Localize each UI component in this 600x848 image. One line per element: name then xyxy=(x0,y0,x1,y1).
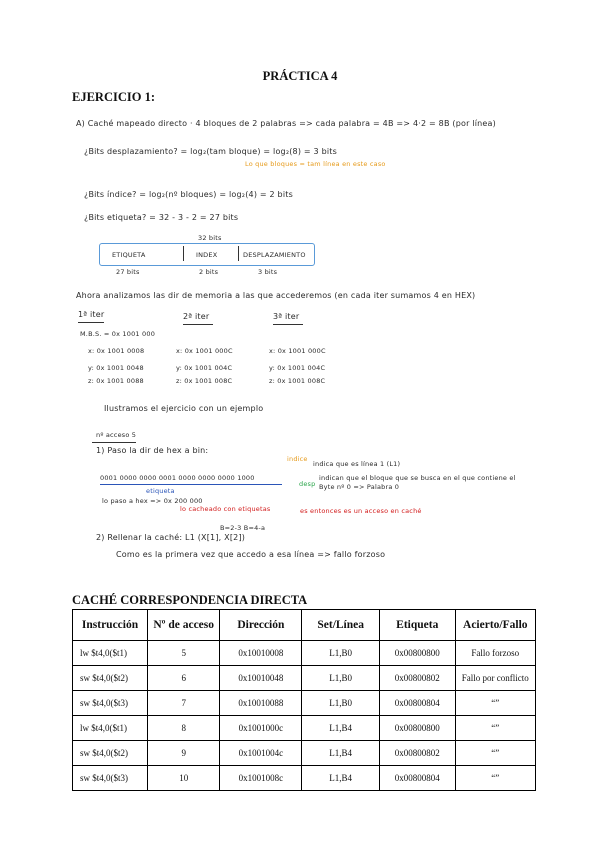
access-underline xyxy=(92,442,136,443)
field-index-label: INDEX xyxy=(196,251,218,259)
offset-bits: 3 bits xyxy=(258,268,278,276)
set-line-cell: L1,B0 xyxy=(302,641,380,666)
step-1: 1) Paso la dir de hex a bin: xyxy=(96,446,209,455)
tag-cell: 0x00800804 xyxy=(379,691,455,716)
note-line-c: ¿Bits índice? = log₂(nº bloques) = log₂(4) = 2 bits xyxy=(84,190,293,199)
note-line-b: ¿Bits desplazamiento? = log₂(tam bloque) = log₂(8) = 3 bits xyxy=(84,147,337,156)
hit-miss-cell: Fallo forzoso xyxy=(455,641,535,666)
instruction-cell: lw $t4,0($t1) xyxy=(73,641,148,666)
hit-miss-cell: “” xyxy=(455,716,535,741)
iter3-x: x: 0x 1001 000C xyxy=(269,347,326,355)
instruction-cell: lw $t4,0($t1) xyxy=(73,716,148,741)
iter-2-heading: 2ª iter xyxy=(183,312,210,321)
access-number-heading: nº acceso 5 xyxy=(96,431,137,439)
iter3-z: z: 0x 1001 008C xyxy=(269,377,326,385)
note-line-f: Ilustramos el ejercicio con un ejemplo xyxy=(104,404,264,413)
iter2-z: z: 0x 1001 008C xyxy=(176,377,233,385)
access-number-cell: 5 xyxy=(148,641,220,666)
instruction-cell: sw $t4,0($t2) xyxy=(73,666,148,691)
set-line-cell: L1,B4 xyxy=(302,716,380,741)
access-number-cell: 8 xyxy=(148,716,220,741)
exercise-heading: EJERCICIO 1: xyxy=(72,90,155,104)
column-header: Set/Línea xyxy=(302,610,380,641)
note-line-e: Ahora analizamos las dir de memoria a las que accederemos (en cada iter sumamos 4 en HEX) xyxy=(76,291,476,300)
table-row xyxy=(73,666,536,691)
table-header-row xyxy=(73,610,536,641)
access-number-cell: 7 xyxy=(148,691,220,716)
access-number-cell: 6 xyxy=(148,666,220,691)
iter3-y: y: 0x 1001 004C xyxy=(269,364,326,372)
iter-3-heading: 3ª iter xyxy=(273,312,300,321)
iter-1-heading: 1ª iter xyxy=(78,310,105,319)
cache-table xyxy=(72,609,536,791)
iter2-y: y: 0x 1001 004C xyxy=(176,364,233,372)
tag-cell: 0x00800802 xyxy=(379,741,455,766)
column-header: Etiqueta xyxy=(379,610,455,641)
iter-underline xyxy=(78,322,104,323)
instruction-cell: sw $t4,0($t2) xyxy=(73,741,148,766)
hex-conversion-note: lo paso a hex => 0x 200 000 xyxy=(102,497,203,505)
step-2-conclusion: Como es la primera vez que accedo a esa línea => fallo forzoso xyxy=(116,550,386,559)
address-cell: 0x10010048 xyxy=(220,666,302,691)
cached-tag-note: lo cacheado con etiquetas xyxy=(180,505,271,513)
set-line-cell: L1,B0 xyxy=(302,666,380,691)
table-row xyxy=(73,766,536,791)
address-cell: 0x1001004c xyxy=(220,741,302,766)
step-2: 2) Rellenar la caché: L1 (X[1], X[2]) xyxy=(96,533,246,542)
hit-miss-cell: “” xyxy=(455,691,535,716)
iter1-z: z: 0x 1001 0088 xyxy=(88,377,144,385)
column-header: Acierto/Fallo xyxy=(455,610,535,641)
field-divider xyxy=(238,246,239,261)
field-offset-label: DESPLAZAMIENTO xyxy=(243,251,306,259)
offset-annotation: desp xyxy=(299,480,316,488)
set-line-cell: L1,B4 xyxy=(302,766,380,791)
table-row xyxy=(73,691,536,716)
section-title: CACHÉ CORRESPONDENCIA DIRECTA xyxy=(72,593,308,607)
hit-miss-cell: “” xyxy=(455,741,535,766)
instruction-cell: sw $t4,0($t3) xyxy=(73,766,148,791)
field-tag-label: ETIQUETA xyxy=(112,251,146,259)
note-line-d: ¿Bits etiqueta? = 32 - 3 - 2 = 27 bits xyxy=(84,213,239,222)
column-header: Nº de acceso xyxy=(148,610,220,641)
access-number-cell: 10 xyxy=(148,766,220,791)
field-divider xyxy=(183,246,184,261)
tag-cell: 0x00800800 xyxy=(379,641,455,666)
binary-address: 0001 0000 0000 0001 0000 0000 0000 1000 xyxy=(100,474,255,482)
table-row xyxy=(73,741,536,766)
address-cell: 0x1001000c xyxy=(220,716,302,741)
tag-cell: 0x00800802 xyxy=(379,666,455,691)
address-cell: 0x10010088 xyxy=(220,691,302,716)
note-line-a: A) Caché mapeado directo · 4 bloques de 2 palabras => cada palabra = 4B => 4·2 = 8B (por línea) xyxy=(76,119,496,128)
index-bits: 2 bits xyxy=(199,268,219,276)
tag-annotation: etiqueta xyxy=(146,487,175,495)
set-line-cell: L1,B4 xyxy=(302,741,380,766)
base-address: M.B.S. = 0x 1001 000 xyxy=(80,330,156,338)
hit-miss-cell: “” xyxy=(455,766,535,791)
iter1-y: y: 0x 1001 0048 xyxy=(88,364,144,372)
note-line-b-annotation: Lo que bloques = tam línea en este caso xyxy=(245,160,386,168)
column-header: Instrucción xyxy=(73,610,148,641)
column-header: Dirección xyxy=(220,610,302,641)
hit-miss-cell: Fallo por conflicto xyxy=(455,666,535,691)
tag-bits: 27 bits xyxy=(116,268,140,276)
block-range-notes: B=2-3 B=4-a xyxy=(220,524,266,532)
instruction-cell: sw $t4,0($t3) xyxy=(73,691,148,716)
table-row xyxy=(73,641,536,666)
page-title: PRÁCTICA 4 xyxy=(262,69,338,83)
offset-explanation: indican que el bloque que se busca en el que contiene el Byte nº 0 => Palabra 0 xyxy=(319,474,516,491)
tag-bits-underline xyxy=(100,484,282,485)
iter1-x: x: 0x 1001 0008 xyxy=(88,347,145,355)
iter2-x: x: 0x 1001 000C xyxy=(176,347,233,355)
access-number-cell: 9 xyxy=(148,741,220,766)
bits-total-label: 32 bits xyxy=(198,234,222,242)
table-row xyxy=(73,716,536,741)
address-cell: 0x10010008 xyxy=(220,641,302,666)
set-line-cell: L1,B0 xyxy=(302,691,380,716)
iter-underline xyxy=(183,324,213,325)
index-annotation: indice xyxy=(287,455,308,463)
index-explanation: indica que es línea 1 (L1) xyxy=(313,460,401,468)
cache-access-note: es entonces es un acceso en caché xyxy=(300,507,422,515)
address-cell: 0x1001008c xyxy=(220,766,302,791)
tag-cell: 0x00800800 xyxy=(379,716,455,741)
iter-underline xyxy=(273,324,303,325)
tag-cell: 0x00800804 xyxy=(379,766,455,791)
